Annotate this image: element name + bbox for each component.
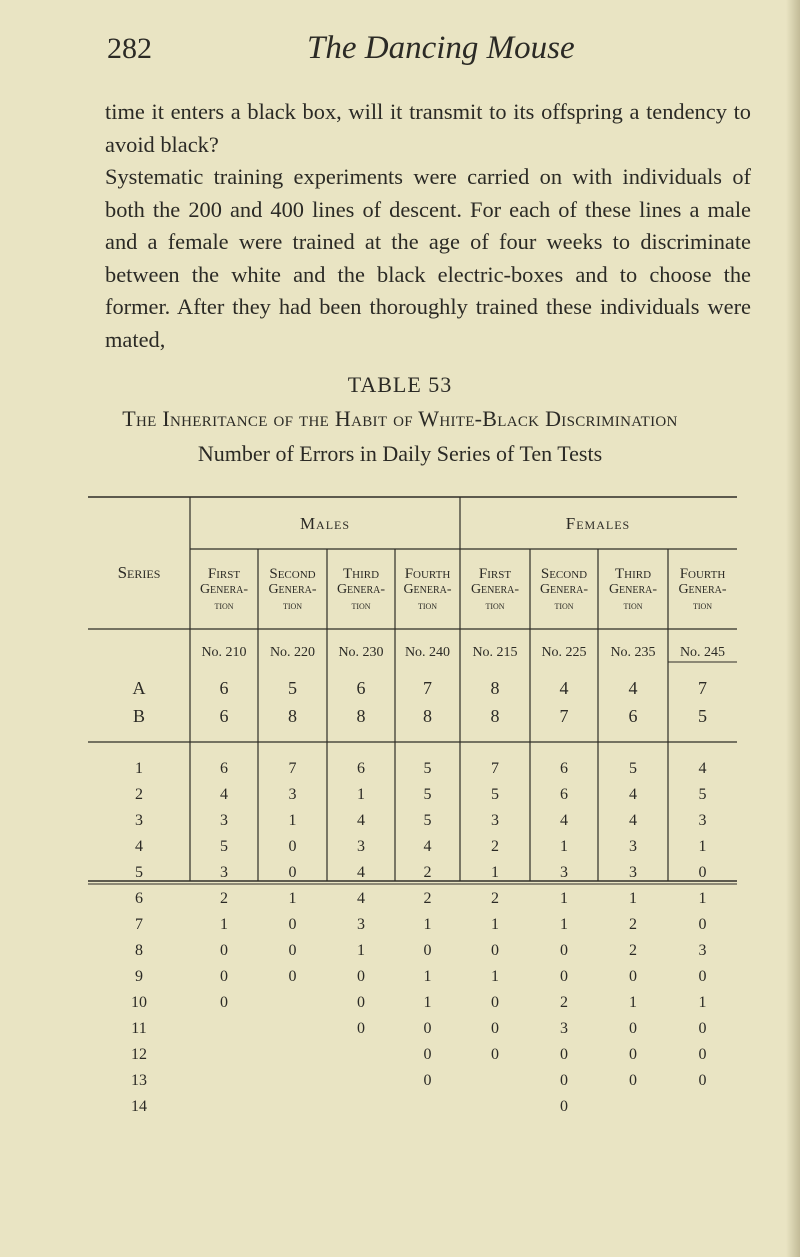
error-count: 3 — [357, 916, 365, 933]
error-count: 3 — [220, 812, 228, 829]
series-label: 12 — [131, 1046, 147, 1063]
generation-header: tion — [351, 598, 371, 612]
series-label: 3 — [135, 812, 143, 829]
series-label: B — [132, 706, 146, 726]
error-count: 0 — [629, 968, 637, 985]
error-count: 0 — [560, 1072, 568, 1089]
error-count: 1 — [220, 916, 228, 933]
error-count: 1 — [491, 968, 499, 985]
error-count: 1 — [288, 890, 297, 907]
strain-number: No. 235 — [610, 645, 656, 660]
error-count: 0 — [423, 1020, 432, 1037]
generation-header: First — [478, 566, 512, 582]
error-count: 0 — [698, 864, 707, 881]
strain-number: No. 210 — [201, 645, 247, 660]
error-count: 0 — [491, 942, 499, 959]
strain-number: No. 225 — [541, 645, 587, 660]
error-count: 4 — [628, 678, 638, 698]
error-count: 6 — [220, 760, 228, 777]
generation-header: Genera- — [268, 582, 317, 597]
generation-header: tion — [214, 598, 234, 612]
error-count: 4 — [559, 678, 569, 698]
error-count: 6 — [357, 760, 365, 777]
error-count: 2 — [629, 916, 637, 933]
running-title: The Dancing Mouse — [307, 30, 575, 66]
strain-number: No. 245 — [679, 645, 726, 660]
error-count: 0 — [357, 968, 365, 985]
paragraph: Systematic training experiments were carried on with individuals of both the 200 and 400 lines of descent. For each of these lines a male and a female were trained at the age of four weeks to discriminate between the white and the black electric-boxes and to choose the former. After they had been thoroughly trained these individuals were mated, — [105, 164, 751, 352]
error-count: 3 — [491, 812, 499, 829]
error-count: 4 — [357, 890, 365, 907]
error-count: 1 — [491, 864, 499, 881]
error-count: 3 — [629, 864, 637, 881]
error-count: 6 — [219, 678, 229, 698]
series-label: 6 — [135, 890, 143, 907]
generation-header: Fourth — [679, 566, 726, 582]
error-count: 7 — [288, 760, 297, 777]
error-count: 0 — [288, 968, 297, 985]
error-count: 1 — [423, 916, 432, 933]
error-count: 0 — [491, 994, 499, 1011]
error-count: 2 — [491, 890, 499, 907]
error-count: 0 — [629, 1072, 637, 1089]
generation-header: Second — [540, 566, 588, 582]
generation-header: tion — [485, 598, 505, 612]
series-header: Series — [117, 563, 161, 582]
error-count: 1 — [698, 890, 707, 907]
error-count: 2 — [423, 864, 432, 881]
error-count: 0 — [423, 942, 432, 959]
error-count: 6 — [628, 706, 638, 726]
generation-header: Genera- — [539, 582, 589, 597]
error-count: 5 — [423, 786, 432, 803]
error-count: 3 — [357, 838, 365, 855]
series-label: 1 — [135, 760, 143, 777]
error-count: 0 — [491, 1020, 499, 1037]
error-count: 1 — [629, 994, 637, 1011]
error-count: 1 — [357, 942, 365, 959]
error-count: 4 — [560, 812, 568, 829]
series-label: 9 — [135, 968, 143, 985]
error-count: 4 — [357, 864, 365, 881]
error-count: 8 — [490, 678, 500, 698]
series-label: 8 — [135, 942, 143, 959]
error-count: 0 — [629, 1020, 637, 1037]
error-count: 4 — [357, 812, 365, 829]
generation-header: Third — [614, 566, 652, 582]
generation-header: Genera- — [403, 582, 452, 597]
error-count: 1 — [560, 890, 568, 907]
generation-header: tion — [417, 598, 438, 612]
males-header: Males — [299, 514, 351, 533]
error-count: 1 — [698, 838, 707, 855]
error-count: 3 — [288, 786, 297, 803]
error-count: 1 — [288, 812, 297, 829]
error-count: 5 — [423, 812, 432, 829]
error-count: 0 — [629, 1046, 637, 1063]
error-count: 0 — [423, 1072, 432, 1089]
error-count: 4 — [220, 786, 228, 803]
error-count: 1 — [423, 968, 432, 985]
error-count: 0 — [698, 1020, 707, 1037]
error-count: 0 — [560, 942, 568, 959]
generation-header: tion — [623, 598, 643, 612]
error-count: 6 — [219, 706, 229, 726]
error-count: 0 — [560, 1046, 568, 1063]
generation-header: Genera- — [336, 582, 386, 597]
page-edge-shadow — [786, 0, 800, 1257]
error-count: 5 — [288, 678, 297, 698]
error-count: 0 — [288, 942, 297, 959]
error-count: 3 — [220, 864, 228, 881]
error-count: 1 — [560, 838, 568, 855]
generation-header: Genera- — [199, 582, 249, 597]
error-count: 0 — [560, 968, 568, 985]
error-count: 0 — [288, 864, 297, 881]
error-count: 1 — [357, 786, 365, 803]
error-count: 1 — [491, 916, 499, 933]
error-count: 4 — [629, 812, 637, 829]
error-count: 0 — [491, 1046, 499, 1063]
strain-number: No. 215 — [472, 645, 518, 660]
error-count: 0 — [423, 1046, 432, 1063]
error-count: 7 — [423, 678, 432, 698]
error-count: 2 — [423, 890, 432, 907]
strain-number: No. 230 — [338, 645, 384, 660]
generation-header: Third — [342, 566, 380, 582]
error-count: 4 — [629, 786, 637, 803]
error-count: 3 — [560, 1020, 568, 1037]
table-label: TABLE 53 — [347, 372, 453, 397]
series-label: 2 — [135, 786, 143, 803]
error-count: 3 — [560, 864, 568, 881]
error-count: 0 — [220, 994, 228, 1011]
generation-header: Genera- — [678, 582, 727, 597]
strain-number: No. 240 — [404, 645, 451, 660]
strain-number: No. 220 — [269, 645, 316, 660]
error-count: 8 — [288, 706, 297, 726]
error-count: 0 — [288, 916, 297, 933]
error-count: 1 — [423, 994, 432, 1011]
error-count: 0 — [357, 994, 365, 1011]
error-count: 0 — [220, 968, 228, 985]
table-subtitle: Number of Errors in Daily Series of Ten Tests — [197, 441, 603, 466]
series-label: 14 — [131, 1098, 147, 1115]
error-count: 8 — [423, 706, 432, 726]
error-count: 0 — [698, 968, 707, 985]
females-header: Females — [565, 514, 631, 533]
error-count: 5 — [629, 760, 637, 777]
series-label: 13 — [131, 1072, 147, 1089]
error-count: 3 — [629, 838, 637, 855]
error-count: 1 — [560, 916, 568, 933]
generation-header: Genera- — [470, 582, 520, 597]
error-count: 0 — [698, 916, 707, 933]
generation-header: First — [207, 566, 241, 582]
error-count: 0 — [560, 1098, 568, 1115]
error-count: 5 — [698, 786, 707, 803]
page-number: 282 — [107, 32, 152, 65]
error-count: 3 — [698, 812, 707, 829]
series-label: 5 — [135, 864, 143, 881]
table-title: The Inheritance of the Habit of White-Black Discrimination — [122, 406, 678, 431]
error-count: 8 — [356, 706, 366, 726]
error-count: 1 — [629, 890, 637, 907]
error-count: 2 — [220, 890, 228, 907]
error-count: 6 — [560, 786, 568, 803]
error-count: 4 — [698, 760, 707, 777]
error-count: 7 — [559, 706, 569, 726]
generation-header: tion — [692, 598, 713, 612]
error-count: 0 — [698, 1072, 707, 1089]
error-count: 5 — [491, 786, 499, 803]
series-label: A — [132, 678, 146, 698]
generation-header: Fourth — [404, 566, 451, 582]
error-count: 3 — [698, 942, 707, 959]
generation-header: Second — [269, 566, 316, 582]
generation-header: Genera- — [608, 582, 658, 597]
error-count: 0 — [288, 838, 297, 855]
error-count: 1 — [698, 994, 707, 1011]
generation-header: tion — [554, 598, 574, 612]
error-count: 8 — [490, 706, 500, 726]
error-count: 7 — [491, 760, 499, 777]
generation-header: tion — [282, 598, 303, 612]
error-count: 0 — [698, 1046, 707, 1063]
error-count: 0 — [357, 1020, 365, 1037]
error-count: 2 — [629, 942, 637, 959]
series-label: 11 — [131, 1020, 147, 1037]
error-count: 5 — [698, 706, 707, 726]
error-count: 5 — [220, 838, 228, 855]
paragraph: time it enters a black box, will it transmit to its offspring a tendency to avoid black? — [105, 99, 751, 157]
error-count: 2 — [491, 838, 499, 855]
error-count: 6 — [560, 760, 568, 777]
error-count: 2 — [560, 994, 568, 1011]
series-label: 4 — [135, 838, 143, 855]
series-label: 7 — [135, 916, 143, 933]
error-count: 6 — [356, 678, 366, 698]
error-count: 7 — [698, 678, 707, 698]
series-label: 10 — [131, 994, 147, 1011]
error-count: 0 — [220, 942, 228, 959]
error-count: 5 — [423, 760, 432, 777]
error-count: 4 — [423, 838, 432, 855]
